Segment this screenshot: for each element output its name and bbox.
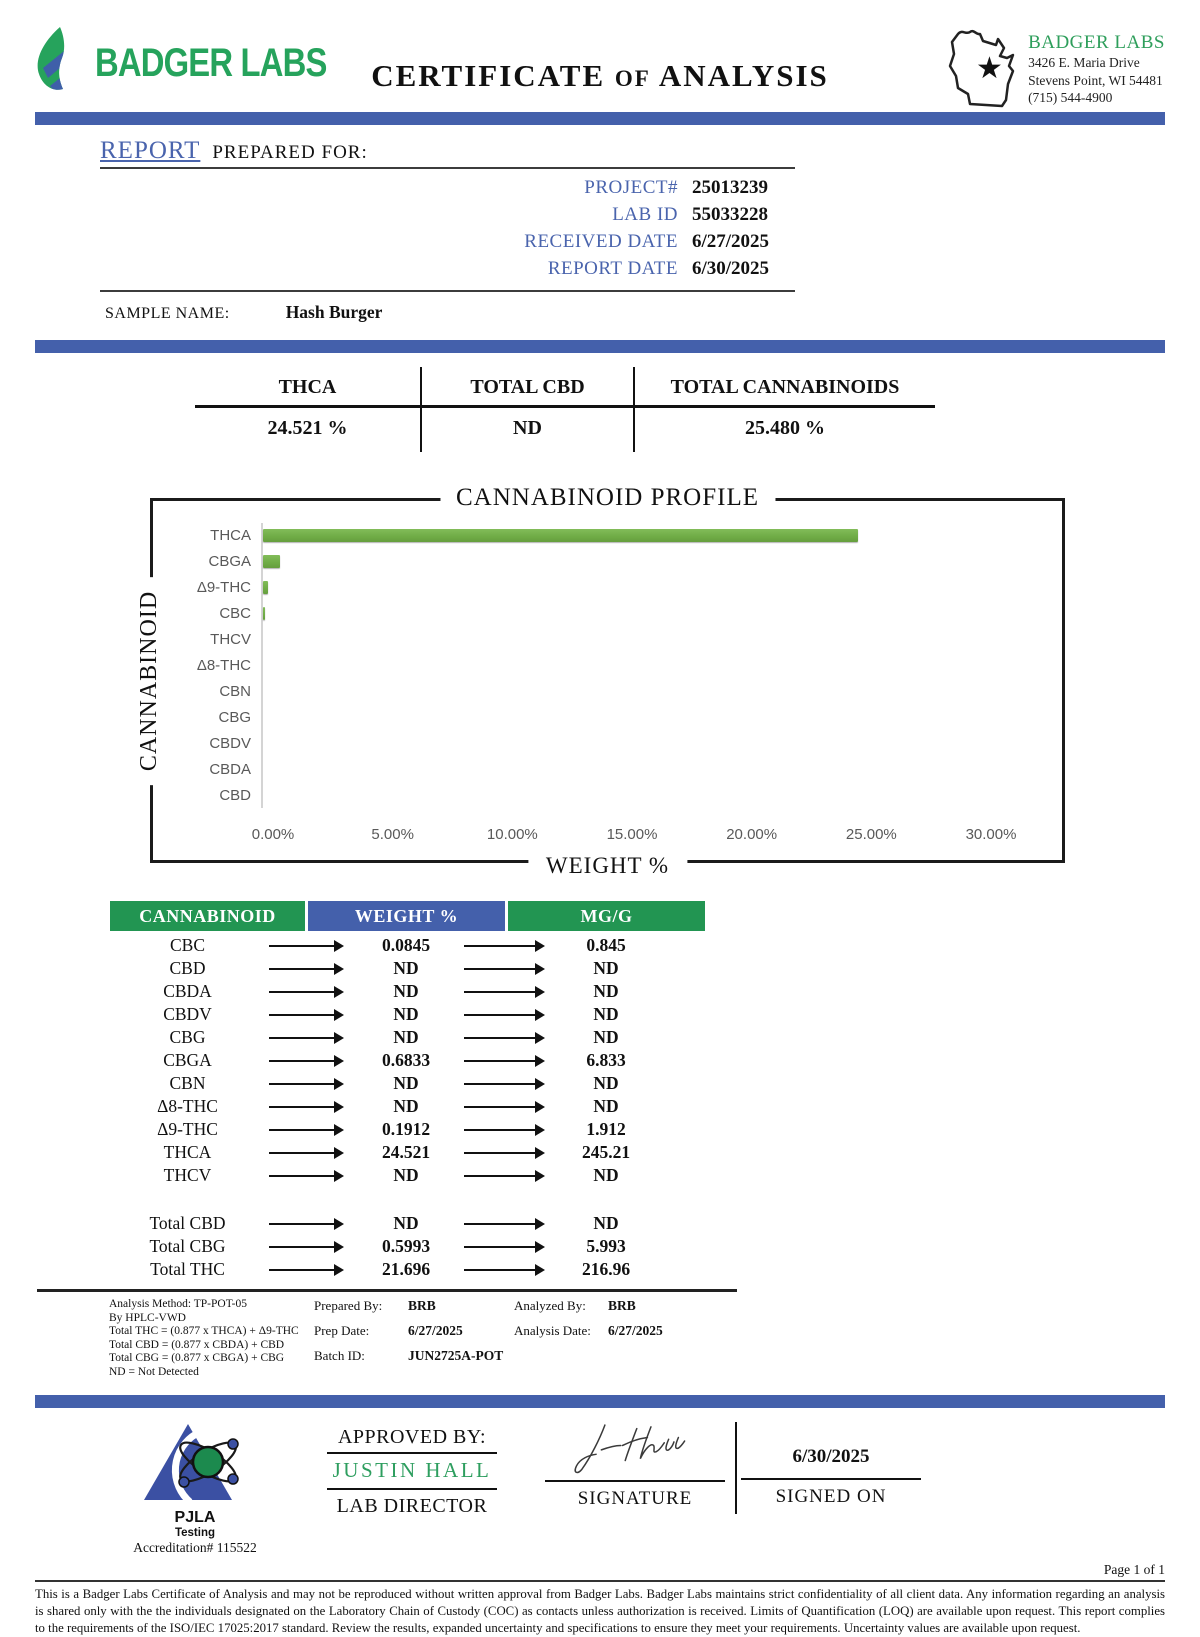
prep-date-value: 6/27/2025 bbox=[408, 1323, 463, 1338]
chart-y-axis-label: CANNABINOID bbox=[136, 576, 163, 784]
mg-per-g-value: 1.912 bbox=[586, 1119, 626, 1139]
chart-category-label: THCV bbox=[210, 631, 251, 649]
prepared-for-label: PREPARED FOR: bbox=[212, 142, 368, 163]
approved-by-block bbox=[327, 1426, 497, 1518]
table-header-row bbox=[110, 901, 705, 931]
cannabinoid-name: CBG bbox=[169, 1027, 206, 1047]
signed-on-date: 6/30/2025 bbox=[741, 1420, 921, 1480]
arrow-icon bbox=[464, 1106, 537, 1108]
chart-bar-track bbox=[261, 678, 991, 704]
mg-per-g-value: 5.993 bbox=[586, 1236, 626, 1256]
arrow-icon bbox=[269, 968, 336, 970]
chart-bar-row bbox=[163, 756, 991, 782]
batch-id-value: JUN2725A-POT bbox=[408, 1348, 504, 1363]
sample-name-value: Hash Burger bbox=[285, 302, 383, 322]
mg-per-g-value: ND bbox=[593, 958, 619, 978]
weight-percent-value: 0.0845 bbox=[381, 935, 431, 955]
divider-band bbox=[35, 1395, 1165, 1408]
cannabinoid-name: THCV bbox=[163, 1165, 212, 1185]
star-glyph: ★ bbox=[976, 52, 1003, 85]
mg-per-g-value: ND bbox=[593, 1027, 619, 1047]
chart-bar-track bbox=[261, 730, 991, 756]
cannabinoid-profile-chart bbox=[136, 484, 1065, 878]
chart-category-label: CBDA bbox=[209, 760, 251, 778]
cannabinoid-name: Total CBD bbox=[149, 1213, 226, 1233]
title-word: CERTIFICATE bbox=[371, 58, 606, 93]
arrow-icon bbox=[269, 1060, 336, 1062]
arrow-icon bbox=[269, 991, 336, 993]
mg-per-g-value: ND bbox=[593, 1213, 619, 1233]
table-body bbox=[110, 934, 705, 1187]
weight-percent-value: ND bbox=[393, 1073, 419, 1093]
handwritten-signature bbox=[555, 1418, 715, 1480]
cannabinoid-name: THCA bbox=[163, 1142, 212, 1162]
table-row bbox=[110, 1212, 705, 1235]
table-column-header: MG/G bbox=[508, 901, 705, 931]
method-note-line: By HPLC-VWD bbox=[109, 1311, 186, 1324]
summary-header: TOTAL CBD bbox=[420, 367, 635, 408]
arrow-icon bbox=[464, 1129, 537, 1131]
weight-percent-value: ND bbox=[393, 1027, 419, 1047]
weight-percent-value: 21.696 bbox=[381, 1259, 431, 1279]
cannabinoid-table bbox=[110, 901, 705, 1281]
chart-bar-track bbox=[261, 627, 991, 653]
cannabinoid-name: Total CBG bbox=[149, 1236, 226, 1256]
sample-name-row bbox=[100, 292, 795, 323]
table-row bbox=[110, 1235, 705, 1258]
chart-x-tick-label: 20.00% bbox=[726, 826, 778, 843]
page-title bbox=[371, 58, 829, 94]
prepared-by-label: Prepared By: bbox=[314, 1298, 383, 1313]
chart-category-label: Δ8-THC bbox=[196, 656, 251, 674]
chart-x-tick-label: 0.00% bbox=[251, 826, 295, 843]
chart-x-axis-label: WEIGHT % bbox=[528, 853, 687, 879]
weight-percent-value: 0.6833 bbox=[381, 1050, 431, 1070]
report-field-value: 25013239 bbox=[692, 177, 768, 198]
mg-per-g-value: ND bbox=[593, 1073, 619, 1093]
report-field-row bbox=[100, 231, 795, 253]
arrow-icon bbox=[464, 968, 537, 970]
chart-category-label: CBN bbox=[219, 682, 251, 700]
summary-header: TOTAL CANNABINOIDS bbox=[635, 367, 935, 408]
chart-bar-track bbox=[261, 601, 991, 627]
approval-footer bbox=[35, 1416, 1165, 1556]
arrow-icon bbox=[269, 1037, 336, 1039]
report-field-label: LAB ID bbox=[612, 204, 678, 225]
mg-per-g-value: ND bbox=[593, 1096, 619, 1116]
weight-percent-value: 24.521 bbox=[381, 1142, 431, 1162]
address-line: Stevens Point, WI 54481 bbox=[1028, 72, 1163, 88]
chart-category-label: CBD bbox=[219, 786, 251, 804]
approver-title: LAB DIRECTOR bbox=[336, 1495, 488, 1518]
disclaimer-text: This is a Badger Labs Certificate of Analysis and may not be reproduced without written approval from Badger Labs. Badger Labs maintains strict confidentiality of all client data. Any information regarding an analysis is shared only with the the individuals designated on the Laboratory Chain of Custody (COC) as contacts unless authorization is received. Limits of Quantification (LOQ) are available upon request. This report complies to the requirements of the ISO/IEC 17025:2017 standard. Review the results, expanded uncertainty and specifications to ensure they meet your requirements. Uncertainty values are available upon request. bbox=[35, 1580, 1165, 1637]
arrow-icon bbox=[269, 1014, 336, 1016]
accreditation-number: Accreditation# 115522 bbox=[133, 1540, 257, 1556]
arrow-icon bbox=[269, 1106, 336, 1108]
method-note-line: Total THC = (0.877 x THCA) + Δ9-THC bbox=[109, 1325, 299, 1338]
chart-bar-row bbox=[163, 704, 991, 730]
analysis-notes-col bbox=[514, 1298, 714, 1379]
cannabinoid-name: Total THC bbox=[150, 1259, 225, 1279]
lab-address-block bbox=[942, 26, 1165, 114]
arrow-icon bbox=[464, 1269, 537, 1271]
table-row bbox=[110, 957, 705, 980]
chart-x-tick-label: 5.00% bbox=[371, 826, 414, 843]
weight-percent-value: ND bbox=[393, 1213, 419, 1233]
prepared-by-value: BRB bbox=[408, 1298, 436, 1313]
chart-bar-track bbox=[261, 653, 991, 679]
report-field-label: PROJECT# bbox=[584, 177, 678, 198]
method-note-line: Total CBD = (0.877 x CBDA) + CBD bbox=[109, 1338, 285, 1351]
arrow-icon bbox=[464, 1060, 537, 1062]
method-note-line: Analysis Method: TP-POT-05 bbox=[109, 1298, 248, 1310]
report-info-section bbox=[100, 137, 795, 323]
pjla-name: PJLA bbox=[174, 1509, 216, 1527]
weight-percent-value: ND bbox=[393, 981, 419, 1001]
cannabinoid-name: CBC bbox=[169, 935, 206, 955]
arrow-icon bbox=[269, 1129, 336, 1131]
pjla-sub: Testing bbox=[174, 1527, 216, 1540]
chart-bar-track bbox=[261, 575, 991, 601]
table-row bbox=[110, 1026, 705, 1049]
divider-band bbox=[35, 340, 1165, 353]
arrow-icon bbox=[464, 945, 537, 947]
brand-block bbox=[35, 26, 377, 92]
summary-header: THCA bbox=[195, 367, 420, 408]
table-gap bbox=[110, 1187, 705, 1209]
sample-name-label: SAMPLE NAME: bbox=[105, 305, 230, 322]
arrow-icon bbox=[269, 1175, 336, 1177]
batch-id-label: Batch ID: bbox=[314, 1348, 365, 1363]
analysis-notes bbox=[37, 1289, 737, 1379]
chart-bar bbox=[263, 529, 858, 542]
footer-divider bbox=[735, 1422, 737, 1514]
table-row bbox=[110, 980, 705, 1003]
mg-per-g-value: 6.833 bbox=[586, 1050, 626, 1070]
report-field-value: 55033228 bbox=[692, 204, 768, 225]
weight-percent-value: 0.1912 bbox=[381, 1119, 431, 1139]
badger-labs-leaf-logo-icon bbox=[35, 26, 85, 92]
chart-x-ticks bbox=[251, 826, 1017, 846]
chart-category-label: CBDV bbox=[209, 734, 251, 752]
chart-x-tick-label: 25.00% bbox=[845, 826, 897, 843]
weight-percent-value: ND bbox=[393, 1165, 419, 1185]
arrow-icon bbox=[269, 1152, 336, 1154]
cannabinoid-name: CBD bbox=[169, 958, 206, 978]
prep-notes bbox=[314, 1298, 514, 1379]
table-row bbox=[110, 1072, 705, 1095]
weight-percent-value: ND bbox=[393, 1096, 419, 1116]
cannabinoid-name: CBN bbox=[169, 1073, 206, 1093]
arrow-icon bbox=[269, 1246, 336, 1248]
chart-category-label: CBG bbox=[218, 708, 251, 726]
report-field-row bbox=[100, 258, 795, 280]
weight-percent-value: ND bbox=[393, 958, 419, 978]
table-column-header: WEIGHT % bbox=[308, 901, 505, 931]
chart-plot-area bbox=[163, 523, 991, 808]
analyzed-by-label: Analyzed By: bbox=[514, 1298, 586, 1313]
report-section-heading bbox=[100, 137, 795, 169]
arrow-icon bbox=[464, 1014, 537, 1016]
analyzed-by-value: BRB bbox=[608, 1298, 636, 1313]
table-row bbox=[110, 1049, 705, 1072]
mg-per-g-value: ND bbox=[593, 1004, 619, 1024]
table-row bbox=[110, 1164, 705, 1187]
chart-bar bbox=[263, 581, 268, 594]
signed-on-label: SIGNED ON bbox=[775, 1486, 887, 1508]
mg-per-g-value: ND bbox=[593, 1165, 619, 1185]
arrow-icon bbox=[464, 1223, 537, 1225]
chart-bar-row bbox=[163, 575, 991, 601]
summary-value: 24.521 % bbox=[267, 417, 348, 439]
report-field-label: REPORT DATE bbox=[547, 258, 678, 279]
report-field-label: RECEIVED DATE bbox=[524, 231, 678, 252]
chart-bar-row bbox=[163, 730, 991, 756]
report-field-value: 6/30/2025 bbox=[692, 258, 770, 279]
chart-bar-track bbox=[261, 549, 991, 575]
chart-bar-track bbox=[261, 704, 991, 730]
page-number: Page 1 of 1 bbox=[1103, 1562, 1165, 1578]
arrow-icon bbox=[464, 1152, 537, 1154]
chart-category-label: CBC bbox=[219, 605, 251, 623]
chart-bar-row bbox=[163, 653, 991, 679]
summary-value: 25.480 % bbox=[745, 417, 825, 439]
pjla-accreditation-block bbox=[95, 1416, 295, 1556]
pjla-logo-icon bbox=[134, 1416, 256, 1506]
report-field-row bbox=[100, 204, 795, 226]
mg-per-g-value: 216.96 bbox=[581, 1259, 631, 1279]
header bbox=[0, 0, 1200, 112]
signed-on-block bbox=[741, 1420, 921, 1508]
arrow-icon bbox=[464, 1083, 537, 1085]
prep-date-label: Prep Date: bbox=[314, 1323, 370, 1338]
table-row bbox=[110, 1095, 705, 1118]
chart-x-tick-label: 30.00% bbox=[965, 826, 1017, 843]
weight-percent-value: ND bbox=[393, 1004, 419, 1024]
arrow-icon bbox=[269, 1223, 336, 1225]
arrow-icon bbox=[464, 1175, 537, 1177]
cannabinoid-name: CBDA bbox=[163, 981, 212, 1001]
chart-category-label: Δ9-THC bbox=[196, 579, 251, 597]
method-note-line: Total CBG = (0.877 x CBGA) + CBG bbox=[109, 1352, 285, 1365]
chart-bar-row bbox=[163, 678, 991, 704]
chart-x-tick-label: 15.00% bbox=[606, 826, 658, 843]
signature-line bbox=[545, 1420, 725, 1482]
arrow-icon bbox=[464, 991, 537, 993]
mg-per-g-value: ND bbox=[593, 981, 619, 1001]
mg-per-g-value: 0.845 bbox=[586, 935, 626, 955]
address-line: 3426 E. Maria Drive bbox=[1028, 55, 1140, 70]
table-row bbox=[110, 1141, 705, 1164]
analysis-date-value: 6/27/2025 bbox=[608, 1323, 663, 1338]
chart-title: CANNABINOID PROFILE bbox=[440, 484, 775, 512]
weight-percent-value: 0.5993 bbox=[381, 1236, 431, 1256]
signature-label: SIGNATURE bbox=[577, 1488, 693, 1510]
approver-name: JUSTIN HALL bbox=[327, 1454, 497, 1490]
approved-by-label: APPROVED BY: bbox=[327, 1426, 497, 1454]
table-column-header: CANNABINOID bbox=[110, 901, 305, 931]
chart-bar-row bbox=[163, 782, 991, 808]
mg-per-g-value: 245.21 bbox=[581, 1142, 631, 1162]
chart-bar-track bbox=[261, 782, 991, 808]
chart-bar-row bbox=[163, 523, 991, 549]
title-word-of: OF bbox=[614, 66, 651, 91]
arrow-icon bbox=[464, 1037, 537, 1039]
lab-name: BADGER LABS bbox=[1028, 32, 1165, 53]
brand-name: BADGER LABS bbox=[95, 40, 327, 85]
table-row bbox=[110, 934, 705, 957]
title-word: ANALYSIS bbox=[658, 58, 829, 93]
chart-bar bbox=[263, 555, 280, 568]
chart-bar-row bbox=[163, 627, 991, 653]
table-totals bbox=[110, 1212, 705, 1281]
analysis-date-label: Analysis Date: bbox=[514, 1323, 591, 1338]
method-note-line: ND = Not Detected bbox=[109, 1365, 199, 1378]
chart-category-label: CBGA bbox=[208, 553, 251, 571]
chart-x-tick-label: 10.00% bbox=[486, 826, 538, 843]
chart-category-label: THCA bbox=[210, 527, 251, 545]
cannabinoid-name: CBGA bbox=[163, 1050, 212, 1070]
wisconsin-map-icon bbox=[942, 26, 1022, 114]
arrow-icon bbox=[269, 945, 336, 947]
method-notes bbox=[109, 1298, 314, 1379]
report-field-value: 6/27/2025 bbox=[692, 231, 770, 252]
arrow-icon bbox=[269, 1269, 336, 1271]
report-fields bbox=[100, 169, 795, 292]
arrow-icon bbox=[464, 1246, 537, 1248]
summary-value: ND bbox=[420, 408, 635, 452]
report-field-row bbox=[100, 177, 795, 199]
table-row bbox=[110, 1118, 705, 1141]
potency-summary bbox=[195, 367, 1200, 452]
report-word: REPORT bbox=[100, 137, 201, 164]
arrow-icon bbox=[269, 1083, 336, 1085]
chart-bar-track bbox=[261, 523, 991, 549]
phone-number: (715) 544-4900 bbox=[1028, 90, 1113, 106]
chart-bar-row bbox=[163, 549, 991, 575]
cannabinoid-name: CBDV bbox=[163, 1004, 212, 1024]
table-row bbox=[110, 1258, 705, 1281]
table-row bbox=[110, 1003, 705, 1026]
signature-block bbox=[545, 1420, 725, 1510]
cannabinoid-name: Δ8-THC bbox=[157, 1096, 218, 1116]
cannabinoid-name: Δ9-THC bbox=[157, 1119, 218, 1139]
chart-bar bbox=[263, 607, 265, 620]
chart-bar-row bbox=[163, 601, 991, 627]
chart-bar-track bbox=[261, 756, 991, 782]
